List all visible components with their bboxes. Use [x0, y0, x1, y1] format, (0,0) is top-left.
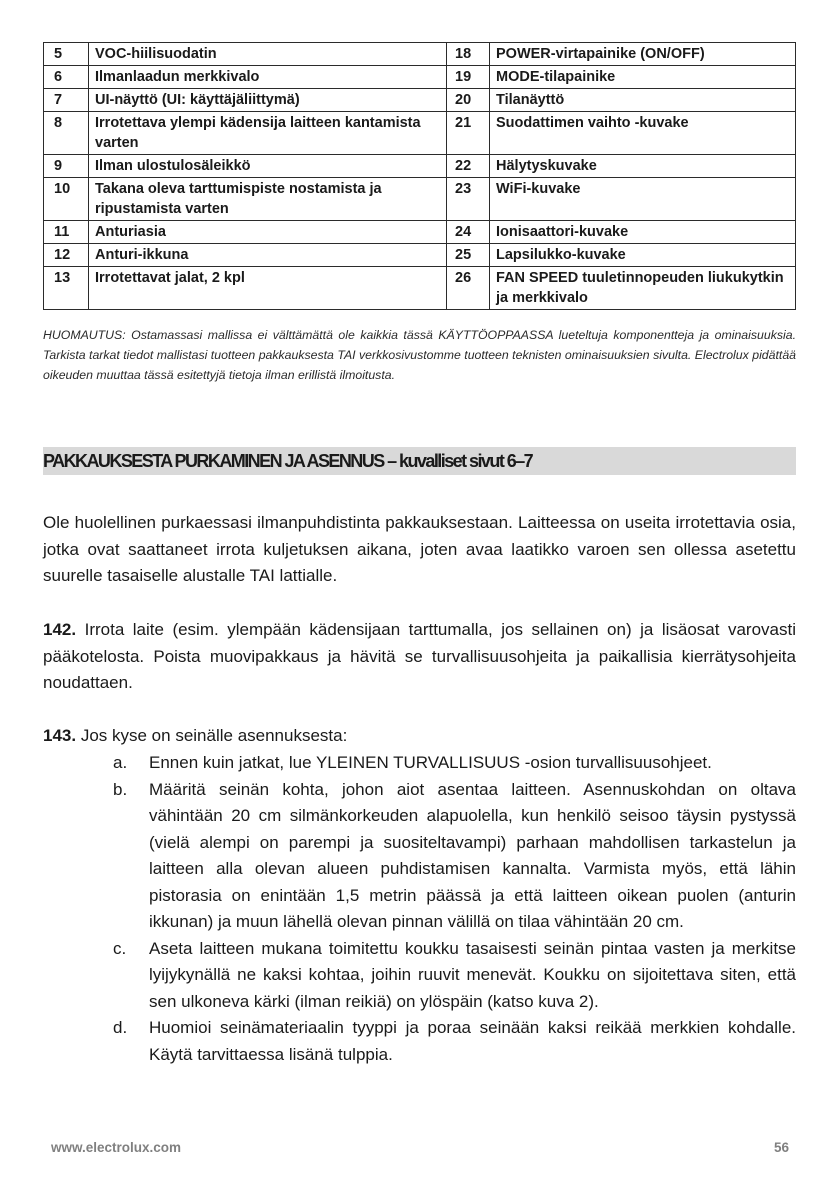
part-number: 11	[44, 221, 89, 244]
part-label: POWER-virtapainike (ON/OFF)	[490, 43, 796, 66]
table-row	[44, 178, 796, 221]
part-number: 5	[44, 43, 89, 66]
part-number: 22	[447, 155, 490, 178]
footer-url[interactable]: www.electrolux.com	[51, 1140, 182, 1155]
part-label: Hälytyskuvake	[490, 155, 796, 178]
list-item	[43, 936, 796, 1016]
list-item	[43, 750, 796, 777]
page-number: 56	[773, 1140, 789, 1155]
table-row	[44, 66, 796, 89]
table-row	[44, 267, 796, 310]
part-number: 25	[447, 244, 490, 267]
table-row	[44, 89, 796, 112]
part-label: Takana oleva tarttumispiste nostamista ja ripustamista varten	[89, 178, 447, 221]
substep-letter: a.	[113, 753, 128, 772]
part-number: 23	[447, 178, 490, 221]
part-number: 26	[447, 267, 490, 310]
step-142	[43, 617, 796, 697]
substep-letter: b.	[113, 779, 128, 799]
parts-table	[43, 42, 796, 310]
part-label: Anturi-ikkuna	[89, 244, 447, 267]
part-label: MODE-tilapainike	[490, 66, 796, 89]
step-text: Jos kyse on seinälle asennuksesta:	[80, 726, 348, 745]
substep-letter: d.	[113, 1018, 128, 1037]
part-label: FAN SPEED tuuletinnopeuden liukukytkin ja merkkivalo	[490, 267, 796, 310]
part-number: 24	[447, 221, 490, 244]
part-number: 19	[447, 66, 490, 89]
section-title: PAKKAUKSESTA PURKAMINEN JA ASENNUS – kuvalliset sivut 6–7	[43, 451, 533, 471]
substep-text: Aseta laitteen mukana toimitettu koukku tasaisesti seinän pintaa vasten ja merkitse lyijykynällä ne kaksi kohtaa, joihin ruuvit menevät. Koukku on sijoitettava siten, että sen ulkoneva kärki (ilman reikiä) on ylöspäin (katso kuva 2).	[149, 938, 796, 1011]
part-label: Ionisaattori-kuvake	[490, 221, 796, 244]
list-item	[43, 1015, 796, 1068]
substep-list	[43, 750, 796, 1068]
part-number: 8	[44, 112, 89, 155]
part-label: UI-näyttö (UI: käyttäjäliittymä)	[89, 89, 447, 112]
part-label: VOC-hiilisuodatin	[89, 43, 447, 66]
part-label: Irrotettava ylempi kädensija laitteen kantamista varten	[89, 112, 447, 155]
substep-text: Määritä seinän kohta, johon aiot asentaa laitteen. Asennuskohdan on oltava vähintään 20 cm silmänkorkeuden alapuolella, kun henkilö seisoo täysin pystyssä (vielä alempi on parempi ja suositeltavampi) parhaan mahdollisen tarkastelun ja laitteen alla olevan alueen puhdistamisen kannalta. Varmista myös, että lähin pistorasia on enintään 1,5 metrin päässä ja että laitteen oikean puolen (anturin ikkunan) ja muun lähellä olevan pinnan välillä on tilaa vähintään 20 cm.	[149, 779, 796, 931]
table-row	[44, 43, 796, 66]
list-item	[43, 777, 796, 936]
part-number: 18	[447, 43, 490, 66]
part-number: 20	[447, 89, 490, 112]
part-label: Suodattimen vaihto -kuvake	[490, 112, 796, 155]
step-text: Irrota laite (esim. ylempään kädensijaan tarttumalla, jos sellainen on) ja lisäosat varovasti pääkotelosta. Poista muovipakkaus ja hävitä se turvallisuusohjeita ja paikallisia kierrätysohjeita noudattaen.	[43, 620, 796, 692]
disclaimer-note: HUOMAUTUS: Ostamassasi mallissa ei välttämättä ole kaikkia tässä KÄYTTÖOPPAASSA lueteltuja komponentteja ja ominaisuuksia. Tarkista tarkat tiedot mallistasi tuotteen pakkauksesta TAI verkkosivustomme tuotteen teknisten ominaisuuksien sivulta. Electrolux pidättää oikeuden muuttaa tässä esitettyjä tietoja ilman erillistä ilmoitusta.	[43, 328, 796, 382]
part-number: 10	[44, 178, 89, 221]
part-label: Lapsilukko-kuvake	[490, 244, 796, 267]
part-number: 6	[44, 66, 89, 89]
substep-text: Huomioi seinämateriaalin tyyppi ja poraa seinään kaksi reikää merkkien kohdalle. Käytä tarvittaessa lisänä tulppia.	[149, 1018, 796, 1064]
part-label: WiFi-kuvake	[490, 178, 796, 221]
table-row	[44, 112, 796, 155]
part-number: 9	[44, 155, 89, 178]
intro-paragraph: Ole huolellinen purkaessasi ilmanpuhdistinta pakkauksestaan. Laitteessa on useita irrotettavia osia, jotka ovat saattaneet irrota kuljetuksen aikana, joten avaa laatikko varoen sen ollessa asetettu suurelle tasaiselle alustalle TAI lattialle.	[43, 513, 796, 585]
part-number: 12	[44, 244, 89, 267]
part-label: Ilmanlaadun merkkivalo	[89, 66, 447, 89]
section-header	[43, 447, 796, 475]
table-row	[44, 244, 796, 267]
step-number: 143.	[43, 726, 77, 745]
table-row	[44, 221, 796, 244]
part-number: 7	[44, 89, 89, 112]
step-143	[43, 723, 796, 750]
substep-text: Ennen kuin jatkat, lue YLEINEN TURVALLISUUS -osion turvallisuusohjeet.	[149, 753, 712, 772]
substep-letter: c.	[113, 938, 127, 958]
step-number: 142.	[43, 620, 77, 639]
part-label: Tilanäyttö	[490, 89, 796, 112]
table-row	[44, 155, 796, 178]
part-label: Ilman ulostulosäleikkö	[89, 155, 447, 178]
part-number: 21	[447, 112, 490, 155]
part-number: 13	[44, 267, 89, 310]
part-label: Anturiasia	[89, 221, 447, 244]
part-label: Irrotettavat jalat, 2 kpl	[89, 267, 447, 310]
